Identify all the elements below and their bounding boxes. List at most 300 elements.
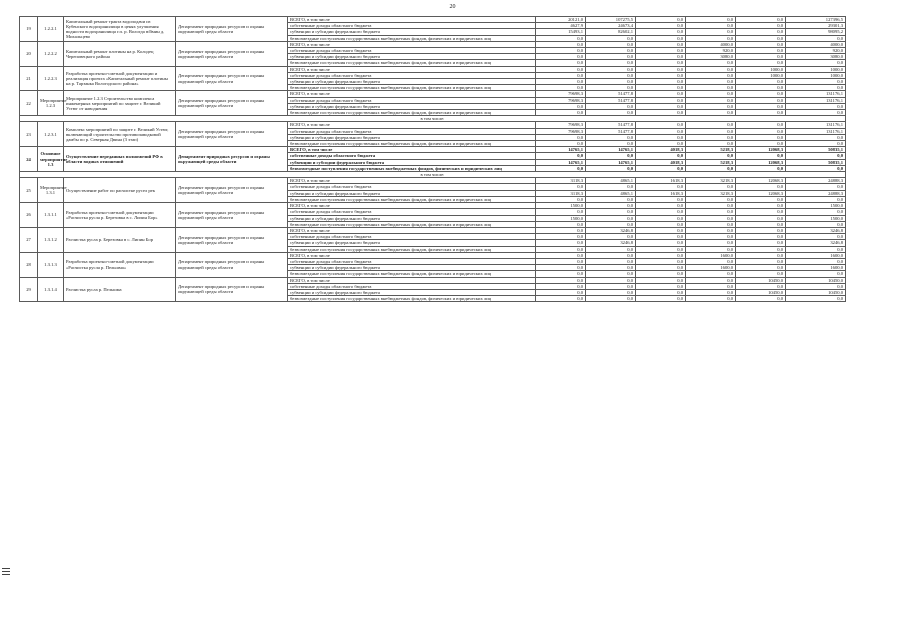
value-cell: 0,0: [536, 265, 586, 271]
value-cell: 4627,9: [536, 23, 586, 29]
value-cell: 0,0: [536, 196, 586, 202]
responsible-department: Департамент природных ресурсов и охраны окружающей среды области: [176, 147, 288, 172]
value-cell: 0,0: [536, 271, 586, 277]
funding-source-label: безвозмездные поступления государственных внебюджетных фондов, физических и юридических лиц: [288, 141, 536, 147]
funding-source-label: ВСЕГО, в том числе: [288, 66, 536, 72]
value-cell: 0,0: [536, 252, 586, 258]
value-total-cell: 0,0: [786, 246, 846, 252]
value-cell: 0,0: [536, 48, 586, 54]
value-total-cell: 0,0: [786, 110, 846, 116]
measure-name: Разработка проектно-сметной документации «Расчистка русла р. Пельшма»: [64, 252, 176, 277]
value-cell: 0,0: [536, 60, 586, 66]
value-cell: 0,0: [736, 240, 786, 246]
value-cell: 0,0: [686, 85, 736, 91]
row-number: 27: [20, 227, 38, 252]
value-cell: 0,0: [736, 209, 786, 215]
value-cell: 0,0: [736, 234, 786, 240]
value-cell: 0,0: [586, 265, 636, 271]
funding-source-label: собственные доходы областного бюджета: [288, 209, 536, 215]
value-cell: 0,0: [736, 29, 786, 35]
value-cell: 0,0: [586, 215, 636, 221]
value-cell: 0,0: [686, 221, 736, 227]
value-cell: 0,0: [686, 209, 736, 215]
value-cell: 1600,0: [686, 265, 736, 271]
value-cell: 0,0: [536, 258, 586, 264]
value-cell: 79698,3: [536, 128, 586, 134]
value-total-cell: 131176,1: [786, 128, 846, 134]
value-cell: 0,0: [686, 165, 736, 171]
value-cell: 0,0: [636, 283, 686, 289]
margin-marks: [2, 568, 10, 577]
value-cell: 0,0: [686, 246, 736, 252]
funding-source-label: субвенции и субсидии федерального бюджета: [288, 190, 536, 196]
value-total-cell: 10450,0: [786, 277, 846, 283]
value-cell: 0,0: [686, 97, 736, 103]
funding-source-label: безвозмездные поступления государственных внебюджетных фондов, физических и юридических лиц: [288, 246, 536, 252]
value-cell: 0,0: [686, 23, 736, 29]
value-cell: 0,0: [636, 72, 686, 78]
value-cell: 0,0: [586, 141, 636, 147]
value-cell: 0,0: [736, 258, 786, 264]
value-cell: 0,0: [536, 227, 586, 233]
value-total-cell: 0,0: [786, 196, 846, 202]
value-total-cell: 131176,1: [786, 97, 846, 103]
value-cell: 1000,0: [736, 72, 786, 78]
value-cell: 0,0: [736, 203, 786, 209]
funding-source-label: собственные доходы областного бюджета: [288, 184, 536, 190]
funding-source-label: безвозмездные поступления государственных внебюджетных фондов, физических и юридических лиц: [288, 221, 536, 227]
value-cell: 0,0: [686, 203, 736, 209]
value-cell: 12068,3: [736, 178, 786, 184]
funding-source-label: собственные доходы областного бюджета: [288, 48, 536, 54]
value-cell: 0,0: [686, 271, 736, 277]
value-total-cell: 3246,8: [786, 227, 846, 233]
measure-name: Комплекс мероприятий по защите г. Великий Устюг, включающий строительство противопаводковой дамбы по р. Северная Двина (3 этап): [64, 122, 176, 147]
value-cell: 0,0: [586, 258, 636, 264]
value-cell: 0,0: [536, 85, 586, 91]
value-cell: 0,0: [586, 252, 636, 258]
value-cell: 0,0: [686, 258, 736, 264]
value-cell: 0,0: [636, 271, 686, 277]
funding-source-label: собственные доходы областного бюджета: [288, 258, 536, 264]
value-cell: 3218,3: [686, 178, 736, 184]
value-total-cell: 0,0: [786, 134, 846, 140]
funding-source-label: собственные доходы областного бюджета: [288, 128, 536, 134]
measure-name: Осуществление работ по расчистке русел рек: [64, 178, 176, 203]
value-cell: 0,0: [686, 184, 736, 190]
value-cell: 3218,3: [686, 190, 736, 196]
funding-source-label: ВСЕГО, в том числе: [288, 227, 536, 233]
value-cell: 0,0: [536, 41, 586, 47]
value-cell: 0,0: [686, 296, 736, 302]
value-cell: 0,0: [736, 79, 786, 85]
value-cell: 3246,8: [586, 227, 636, 233]
value-total-cell: 3080,0: [786, 54, 846, 60]
value-cell: 0,0: [536, 277, 586, 283]
funding-source-label: безвозмездные поступления государственных внебюджетных фондов, физических и юридических лиц: [288, 196, 536, 202]
value-cell: 0,0: [536, 153, 586, 159]
value-cell: 0,0: [736, 153, 786, 159]
responsible-department: Департамент природных ресурсов и охраны окружающей среды области: [176, 178, 288, 203]
responsible-department: Департамент природных ресурсов и охраны окружающей среды области: [176, 203, 288, 228]
measure-name: Осуществление переданных полномочий РФ в области водных отношений: [64, 147, 176, 172]
responsible-department: Департамент природных ресурсов и охраны окружающей среды области: [176, 277, 288, 302]
value-cell: 0,0: [636, 23, 686, 29]
funding-source-label: субвенции и субсидии федерального бюджета: [288, 159, 536, 165]
value-cell: 0,0: [736, 85, 786, 91]
value-cell: 0,0: [586, 79, 636, 85]
measure-code: 1.3.1.1: [38, 203, 64, 228]
value-cell: 0,0: [636, 54, 686, 60]
value-total-cell: 1600,0: [786, 252, 846, 258]
measure-code: 1.2.2.1: [38, 17, 64, 42]
measure-code: Основное мероприятие 1.3: [38, 147, 64, 172]
value-total-cell: 29301,3: [786, 23, 846, 29]
value-total-cell: 50835,1: [786, 147, 846, 153]
value-total-cell: 0,0: [786, 153, 846, 159]
value-cell: 0,0: [536, 79, 586, 85]
value-total-cell: 131176,1: [786, 91, 846, 97]
funding-source-label: безвозмездные поступления государственных внебюджетных фондов, физических и юридических лиц: [288, 60, 536, 66]
measure-code: Мероприятие 1.3.1: [38, 178, 64, 203]
value-cell: 0,0: [586, 41, 636, 47]
value-cell: 0,0: [586, 165, 636, 171]
value-cell: 0,0: [636, 289, 686, 295]
value-cell: 0,0: [686, 17, 736, 23]
value-cell: 14765,1: [536, 147, 586, 153]
value-cell: 0,0: [736, 246, 786, 252]
value-cell: 0,0: [736, 252, 786, 258]
value-cell: 0,0: [586, 72, 636, 78]
value-cell: 0,0: [636, 258, 686, 264]
value-cell: 0,0: [686, 283, 736, 289]
value-cell: 0,0: [686, 103, 736, 109]
funding-source-label: ВСЕГО, в том числе: [288, 277, 536, 283]
value-cell: 0,0: [736, 103, 786, 109]
value-total-cell: 0,0: [786, 209, 846, 215]
value-cell: 0,0: [636, 184, 686, 190]
row-number: 28: [20, 252, 38, 277]
funding-source-label: ВСЕГО, в том числе: [288, 147, 536, 153]
value-cell: 0,0: [586, 153, 636, 159]
funding-source-label: безвозмездные поступления государственных внебюджетных фондов, физических и юридических лиц: [288, 110, 536, 116]
value-total-cell: 1500,0: [786, 215, 846, 221]
funding-source-label: субвенции и субсидии федерального бюджета: [288, 79, 536, 85]
value-cell: 0,0: [636, 203, 686, 209]
value-cell: 0,0: [686, 128, 736, 134]
value-cell: 1500,0: [536, 203, 586, 209]
value-cell: 0,0: [736, 110, 786, 116]
separator-text: в том числе:: [20, 172, 846, 178]
measure-name: Капитальный ремонт тракта водоподачи из Кубенского водохранилища в ценях улучшения водности водохранилища г.п. р. Вологда в/ймин д. Михальцево: [64, 17, 176, 42]
value-cell: 0,0: [736, 227, 786, 233]
value-cell: 0,0: [536, 234, 586, 240]
value-total-cell: 0,0: [786, 103, 846, 109]
value-cell: 0,0: [536, 184, 586, 190]
value-cell: 0,0: [586, 48, 636, 54]
value-cell: 0,0: [536, 221, 586, 227]
row-number: 21: [20, 66, 38, 91]
value-cell: 0,0: [686, 79, 736, 85]
value-cell: 0,0: [686, 110, 736, 116]
value-cell: 10450,0: [736, 289, 786, 295]
value-total-cell: 0,0: [786, 85, 846, 91]
funding-source-label: безвозмездные поступления государственных внебюджетных фондов, физических и юридических лиц: [288, 35, 536, 41]
funding-source-label: собственные доходы областного бюджета: [288, 153, 536, 159]
row-number: 20: [20, 41, 38, 66]
funding-source-label: субвенции и субсидии федерального бюджета: [288, 29, 536, 35]
value-cell: 107275,5: [586, 17, 636, 23]
measure-code: 1.2.3.1: [38, 122, 64, 147]
value-cell: 1618,3: [636, 178, 686, 184]
funding-source-label: ВСЕГО, в том числе: [288, 41, 536, 47]
value-cell: 0,0: [586, 134, 636, 140]
value-cell: 0,0: [736, 23, 786, 29]
value-cell: 0,0: [586, 271, 636, 277]
value-cell: 0,0: [736, 41, 786, 47]
value-cell: 920,0: [686, 48, 736, 54]
value-cell: 0,0: [536, 54, 586, 60]
responsible-department: Департамент природных ресурсов и охраны окружающей среды области: [176, 122, 288, 147]
row-number: 23: [20, 122, 38, 147]
value-cell: 0,0: [636, 265, 686, 271]
value-cell: 0,0: [736, 60, 786, 66]
value-cell: 0,0: [636, 110, 686, 116]
value-cell: 0,0: [586, 103, 636, 109]
value-cell: 0,0: [636, 165, 686, 171]
value-cell: 0,0: [636, 85, 686, 91]
value-cell: 0,0: [636, 66, 686, 72]
value-total-cell: 50835,1: [786, 159, 846, 165]
value-cell: 1000,0: [736, 66, 786, 72]
table-body: [20, 17, 846, 302]
value-cell: 0,0: [686, 240, 736, 246]
value-cell: 1600,0: [686, 252, 736, 258]
value-total-cell: 0,0: [786, 221, 846, 227]
funding-source-label: безвозмездные поступления государственных внебюджетных фондов, физических и юридических лиц: [288, 271, 536, 277]
value-cell: 14765,1: [586, 159, 636, 165]
value-total-cell: 24888,3: [786, 190, 846, 196]
value-cell: 0,0: [536, 66, 586, 72]
value-cell: 79698,3: [536, 91, 586, 97]
row-number: 19: [20, 17, 38, 42]
value-cell: 12068,3: [736, 159, 786, 165]
value-cell: 0,0: [636, 35, 686, 41]
value-total-cell: 1000,0: [786, 66, 846, 72]
value-cell: 0,0: [636, 153, 686, 159]
value-cell: 0,0: [586, 110, 636, 116]
funding-source-label: безвозмездные поступления государственных внебюджетных фондов, физических и юридических лиц: [288, 85, 536, 91]
value-cell: 0,0: [636, 277, 686, 283]
measure-code: 1.3.1.3: [38, 252, 64, 277]
value-cell: 0,0: [586, 85, 636, 91]
value-cell: 0,0: [536, 283, 586, 289]
value-cell: 4018,3: [636, 159, 686, 165]
value-cell: 1500,0: [536, 215, 586, 221]
value-cell: 0,0: [736, 283, 786, 289]
row-number: 29: [20, 277, 38, 302]
measure-name: Расчистка русла р. Пельшма: [64, 277, 176, 302]
value-total-cell: 0,0: [786, 258, 846, 264]
value-cell: 0,0: [636, 141, 686, 147]
value-cell: 0,0: [736, 184, 786, 190]
value-cell: 12068,3: [736, 147, 786, 153]
value-cell: 24673,4: [586, 23, 636, 29]
responsible-department: Департамент природных ресурсов и охраны окружающей среды области: [176, 17, 288, 42]
value-cell: 0,0: [686, 91, 736, 97]
value-cell: 0,0: [736, 265, 786, 271]
value-cell: 51477,8: [586, 122, 636, 128]
funding-source-label: ВСЕГО, в том числе: [288, 91, 536, 97]
value-cell: 0,0: [736, 165, 786, 171]
funding-source-label: собственные доходы областного бюджета: [288, 72, 536, 78]
value-cell: 0,0: [736, 54, 786, 60]
value-total-cell: 1000,0: [786, 72, 846, 78]
value-cell: 0,0: [636, 227, 686, 233]
page-number: 20: [449, 4, 456, 10]
value-total-cell: 0,0: [786, 60, 846, 66]
funding-source-label: ВСЕГО, в том числе: [288, 203, 536, 209]
value-cell: 0,0: [736, 271, 786, 277]
funding-source-label: субвенции и субсидии федерального бюджета: [288, 215, 536, 221]
value-cell: 0,0: [586, 66, 636, 72]
value-cell: 0,0: [536, 141, 586, 147]
value-cell: 3080,0: [686, 54, 736, 60]
funding-source-label: субвенции и субсидии федерального бюджета: [288, 265, 536, 271]
value-cell: 0,0: [586, 283, 636, 289]
measure-code: Мероприятие 1.2.3: [38, 91, 64, 116]
funding-source-label: собственные доходы областного бюджета: [288, 283, 536, 289]
value-cell: 0,0: [686, 60, 736, 66]
value-cell: 0,0: [536, 134, 586, 140]
responsible-department: Департамент природных ресурсов и охраны окружающей среды области: [176, 41, 288, 66]
value-cell: 4865,1: [586, 190, 636, 196]
value-total-cell: 0,0: [786, 35, 846, 41]
value-cell: 0,0: [736, 17, 786, 23]
value-cell: 0,0: [536, 165, 586, 171]
value-cell: 0,0: [636, 134, 686, 140]
value-cell: 0,0: [686, 153, 736, 159]
value-total-cell: 0,0: [786, 296, 846, 302]
value-total-cell: 3246,8: [786, 240, 846, 246]
value-cell: 0,0: [686, 122, 736, 128]
value-total-cell: 0,0: [786, 165, 846, 171]
value-total-cell: 98095,2: [786, 29, 846, 35]
value-cell: 0,0: [586, 289, 636, 295]
value-cell: 0,0: [636, 91, 686, 97]
value-cell: 14765,1: [536, 159, 586, 165]
value-cell: 5218,3: [686, 147, 736, 153]
value-cell: 4018,3: [636, 147, 686, 153]
value-cell: 0,0: [536, 35, 586, 41]
value-cell: 15493,1: [536, 29, 586, 35]
funding-source-label: безвозмездные поступления государственных внебюджетных фондов, физических и юридических лиц: [288, 296, 536, 302]
value-cell: 0,0: [736, 221, 786, 227]
funding-source-label: субвенции и субсидии федерального бюджета: [288, 103, 536, 109]
value-total-cell: 1600,0: [786, 265, 846, 271]
value-cell: 0,0: [736, 296, 786, 302]
value-cell: 0,0: [636, 246, 686, 252]
row-number: 22: [20, 91, 38, 116]
value-cell: 0,0: [636, 234, 686, 240]
measure-code: 1.2.2.2: [38, 41, 64, 66]
value-cell: 0,0: [636, 240, 686, 246]
separator-text: в том числе:: [20, 116, 846, 122]
value-cell: 0,0: [586, 221, 636, 227]
responsible-department: Департамент природных ресурсов и охраны окружающей среды области: [176, 252, 288, 277]
value-cell: 0,0: [636, 122, 686, 128]
value-cell: 0,0: [586, 246, 636, 252]
value-cell: 0,0: [686, 227, 736, 233]
value-cell: 0,0: [686, 29, 736, 35]
funding-source-label: безвозмездные поступления государственных внебюджетных фондов, физических и юридических лиц: [288, 165, 536, 171]
funding-source-label: субвенции и субсидии федерального бюджета: [288, 240, 536, 246]
funding-source-label: субвенции и субсидии федерального бюджета: [288, 134, 536, 140]
value-cell: 0,0: [586, 209, 636, 215]
value-cell: 0,0: [586, 35, 636, 41]
value-cell: 0,0: [536, 110, 586, 116]
value-total-cell: 4000,0: [786, 41, 846, 47]
value-cell: 0,0: [686, 66, 736, 72]
value-cell: 51477,8: [586, 128, 636, 134]
value-total-cell: 1500,0: [786, 203, 846, 209]
value-cell: 0,0: [636, 29, 686, 35]
measure-code: 1.3.1.4: [38, 277, 64, 302]
value-total-cell: 10450,0: [786, 289, 846, 295]
measure-name: Мероприятие 1.2.3 Строительство комплекса инженерных мероприятий по защите г. Великий Устюг от наводнения: [64, 91, 176, 116]
value-total-cell: 0,0: [786, 283, 846, 289]
value-cell: 0,0: [686, 35, 736, 41]
value-cell: 0,0: [586, 296, 636, 302]
value-cell: 0,0: [686, 196, 736, 202]
value-cell: 0,0: [636, 41, 686, 47]
value-total-cell: 0,0: [786, 141, 846, 147]
value-cell: 79698,3: [536, 97, 586, 103]
value-total-cell: 127396,5: [786, 17, 846, 23]
row-number: 25: [20, 178, 38, 203]
value-cell: 0,0: [586, 234, 636, 240]
value-cell: 12068,3: [736, 190, 786, 196]
value-cell: 0,0: [736, 48, 786, 54]
value-cell: 0,0: [636, 296, 686, 302]
value-cell: 0,0: [736, 141, 786, 147]
responsible-department: Департамент природных ресурсов и охраны окружающей среды области: [176, 66, 288, 91]
row-number: 26: [20, 203, 38, 228]
value-cell: 0,0: [636, 97, 686, 103]
value-cell: 0,0: [736, 215, 786, 221]
measure-name: Капитальный ремонт плотины на р. Колодец Череповецкого района: [64, 41, 176, 66]
measure-code: 1.3.1.2: [38, 227, 64, 252]
value-cell: 0,0: [536, 240, 586, 246]
value-total-cell: 0,0: [786, 79, 846, 85]
value-cell: 0,0: [736, 35, 786, 41]
value-total-cell: 920,0: [786, 48, 846, 54]
value-total-cell: 131176,1: [786, 122, 846, 128]
value-cell: 0,0: [686, 134, 736, 140]
funding-source-label: ВСЕГО, в том числе: [288, 122, 536, 128]
value-cell: 0,0: [586, 196, 636, 202]
measure-name: Разработка проектно-сметной документации «Расчистка русла р. Березовка в с. Липин Бор»: [64, 203, 176, 228]
funding-source-label: субвенции и субсидии федерального бюджета: [288, 289, 536, 295]
value-total-cell: 0,0: [786, 234, 846, 240]
value-cell: 20121,0: [536, 17, 586, 23]
value-total-cell: 24888,3: [786, 178, 846, 184]
funding-source-label: ВСЕГО, в том числе: [288, 252, 536, 258]
value-cell: 14765,1: [586, 147, 636, 153]
value-cell: 0,0: [586, 203, 636, 209]
responsible-department: Департамент природных ресурсов и охраны окружающей среды области: [176, 227, 288, 252]
value-cell: 0,0: [736, 196, 786, 202]
